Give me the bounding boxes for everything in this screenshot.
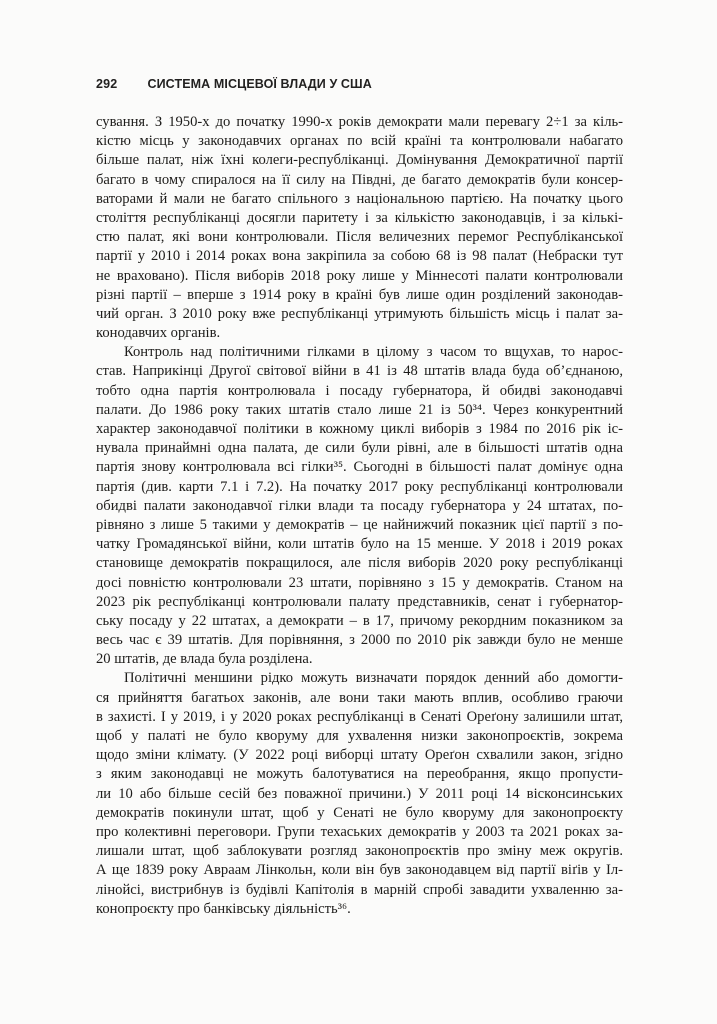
text-line: різні партії – вперше з 1914 року в країні був лише один розділений законодав-	[96, 286, 623, 303]
text-line: з яким законодавці не можуть балотуватися на переобрання, якщо пропусти-	[96, 766, 623, 783]
text-line: про колективні переговори. Групи техаських демократів у 2003 та 2021 роках за-	[96, 823, 623, 840]
text-line: характер законодавчої політики в кожному циклі виборів з 1984 по 2016 рік іс-	[96, 421, 623, 437]
text-line: стю палат, які вони контролювали. Після величезних перемог Республіканської	[96, 229, 623, 246]
text-line: лишали штат, щоб заблокувати розгляд законопроєктів про зміну меж округів.	[96, 843, 623, 860]
body-text	[96, 113, 623, 919]
text-line: століття республіканці досягли паритету і за кількістю законодавців, і за кількі-	[96, 209, 623, 226]
text-line: Політичні меншини рідко можуть визначати порядок денний або домогти-	[124, 670, 623, 687]
text-line: ли 10 або більше сесій без поважної причини.) У 2011 році 14 вісконсинських	[96, 785, 623, 802]
page-header	[96, 76, 623, 92]
text-line: лінойсі, вистрибнув із будівлі Капітолія в марній спробі завадити ухваленню за-	[96, 881, 623, 898]
text-line: тобто одна партія контролювала і посаду губернатора, й обидві законодавчі	[96, 382, 623, 399]
text-line: щоб у палаті не було кворуму для ухвалення низки законопроєктів, зокрема	[96, 728, 623, 744]
running-title: СИСТЕМА МІСЦЕВОЇ ВЛАДИ У США	[147, 77, 372, 91]
text-line: ську посаду у 22 штатах, а демократи – в 17, причому рекордним показником за	[96, 612, 623, 629]
text-line: щодо зміни клімату. (У 2022 році виборці штату Ореґон схвалили закон, згідно	[96, 747, 623, 764]
text-line: рівняно з лише 5 такими у демократів – це найнижчий показник цієї партії з по-	[96, 516, 623, 533]
text-line: партії у 2010 і 2014 роках вона закріпила за собою 68 із 98 палат (Небраски тут	[96, 248, 623, 265]
text-line: Контроль над політичними гілками в цілому з часом то вщухав, то нарос-	[124, 344, 623, 361]
text-line: ся прийняття багатьох законів, але вони таки мають вплив, особливо граючи	[96, 689, 623, 706]
text-line: більше палат, ніж їхні колеги-республіканці. Домінування Демократичної партії	[96, 152, 623, 169]
text-line: нувала принаймні одна палата, де сили були рівні, але в більшості штатів одна	[96, 440, 623, 457]
text-line: ваторами й мали не багато спільного з національною партією. На початку цього	[96, 190, 623, 207]
text-line: 20 штатів, де влада була розділена.	[96, 651, 313, 668]
text-line: А ще 1839 року Авраам Лінкольн, коли він був законодавцем від партії віґів у Іл-	[96, 862, 623, 879]
text-line: демократів покинули штат, щоб у Сенаті не було кворуму для законопроєкту	[96, 804, 623, 821]
text-line: весь час є 39 штатів. Для порівняння, з 2000 по 2010 рік завжди було не менше	[96, 632, 623, 649]
text-line: палати. До 1986 року таких штатів стало лише 21 із 50³⁴. Через конкурентний	[96, 401, 623, 418]
text-line: конопроєкту про банківську діяльність³⁶.	[96, 900, 351, 917]
text-line: досі повністю контролювали 23 штати, порівняно з 15 у демократів. Станом на	[96, 574, 623, 591]
text-line: партія (див. карти 7.1 і 7.2). На початку 2017 року республіканці контролювали	[96, 478, 623, 495]
text-line: конодавчих органів.	[96, 325, 221, 342]
text-line: став. Наприкінці Другої світової війни в 41 із 48 штатів влада буда об’єднаною,	[96, 363, 623, 380]
page-number: 292	[96, 77, 118, 91]
text-line: чатку Громадянської війни, коли штатів було на 15 менше. У 2018 і 2019 роках	[96, 536, 623, 553]
text-line: партія знову контролювала всі гілки³⁵. Сьогодні в більшості палат домінує одна	[96, 459, 623, 476]
text-line: чий орган. З 2010 року вже республіканці утримують більшість місць і палат за-	[96, 305, 623, 322]
text-line: становище демократів покращилося, але після виборів 2020 року республіканці	[96, 555, 623, 572]
text-line: багато в чому спиралося на її силу на Півдні, де багато демократів були консер-	[96, 171, 623, 188]
text-line: не враховано). Після виборів 2018 року лише у Міннесоті палати контролювали	[96, 267, 623, 284]
text-line: обидві палати законодавчої гілки влади та посаду губернатора у 24 штатах, по-	[96, 497, 623, 514]
text-line: сування. З 1950-х до початку 1990-х років демократи мали перевагу 2÷1 за кіль-	[96, 114, 623, 130]
text-line: кістю місць у законодавчих органах по всій країні та контролювали набагато	[96, 133, 623, 150]
text-line: в захисті. І у 2019, і у 2020 роках республіканці в Сенаті Ореґону залишили штат,	[96, 708, 623, 725]
text-line: 2023 рік республіканці контролювали палату представників, сенат і губернатор-	[96, 593, 623, 610]
